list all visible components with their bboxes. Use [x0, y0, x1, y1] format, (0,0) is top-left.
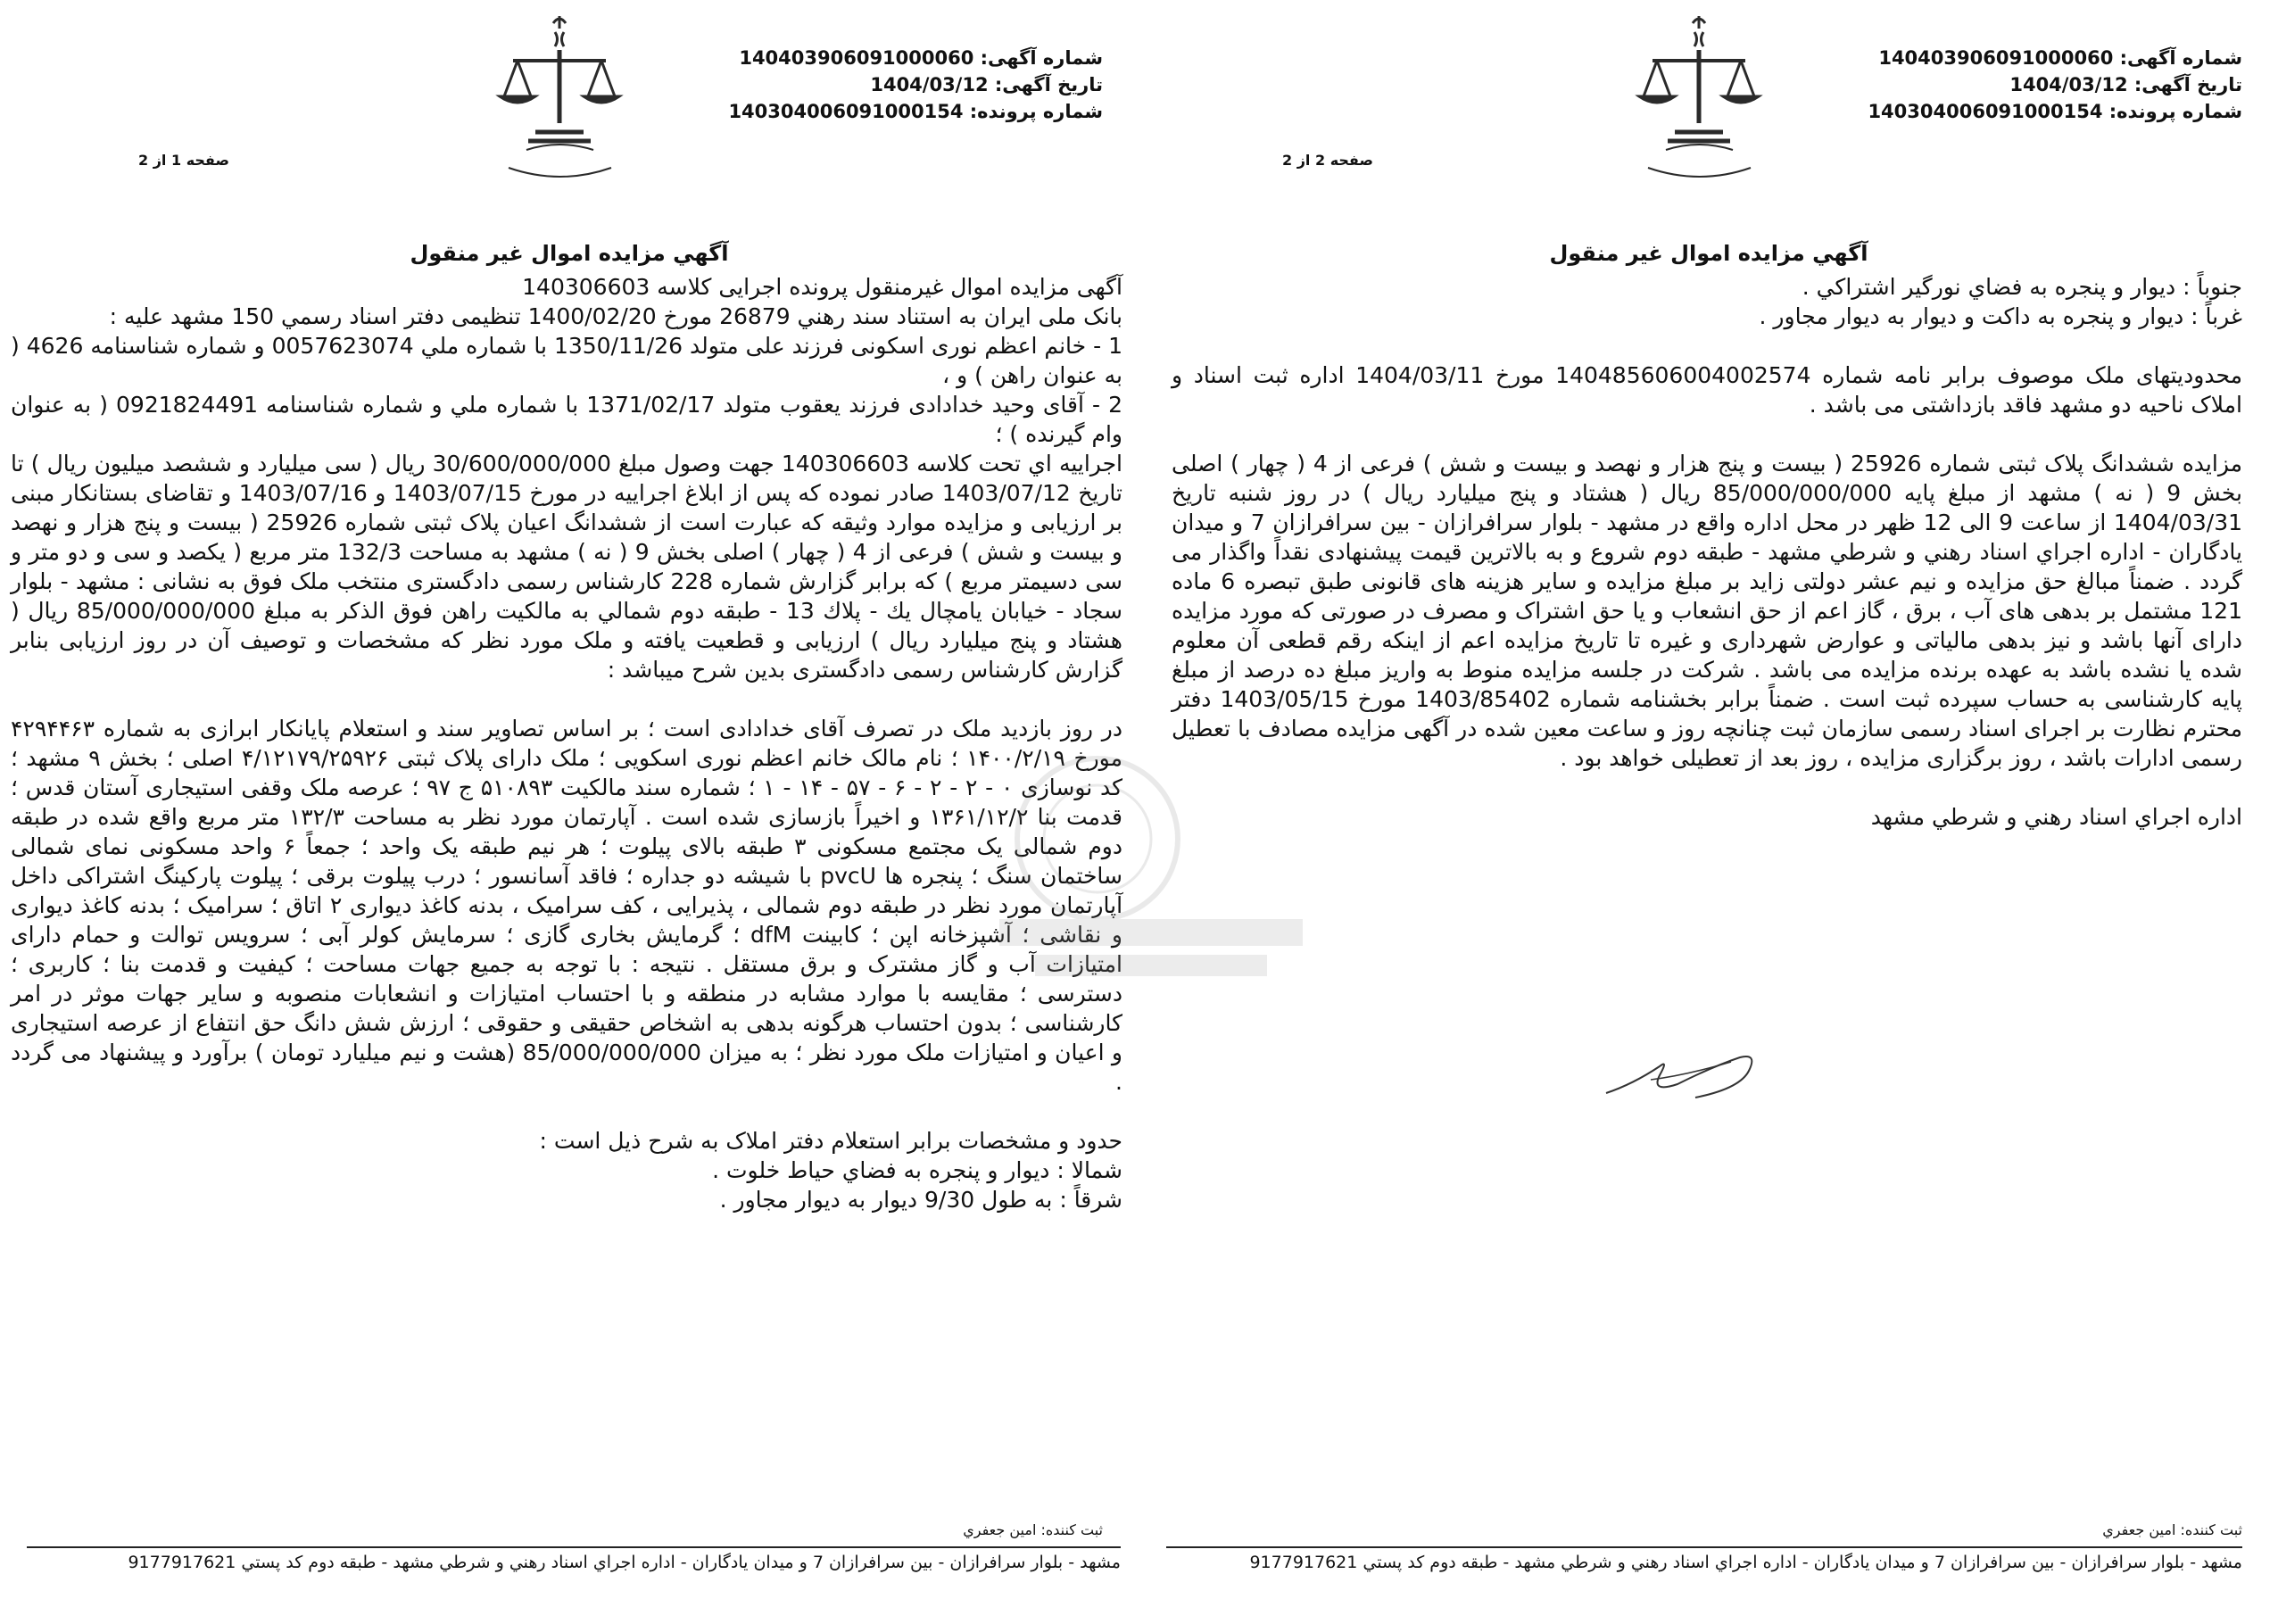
- header-info: [728, 45, 1103, 125]
- file-number: شماره پرونده: 140304006091000154: [728, 101, 1103, 122]
- handwritten-signature-icon: [1597, 1040, 1793, 1111]
- paragraph: 1 - خانم اعظم نوری اسکونی فرزند علی متولد 1350/11/26 با شماره ملي 0057623074 و شماره شناسنامه 4626 ( به عنوان راهن ) و ،: [11, 333, 1123, 388]
- paragraph: جنوباً : دیوار و پنجره به فضاي نورگیر اشتراکي .: [1802, 274, 2242, 300]
- paragraph: محدودیتهای ملک موصوف برابر نامه شماره 140485606004002574 مورخ 1404/03/11 اداره ثبت اسناد و املاک ناحیه دو مشهد فاقد بازداشتی می باشد .: [1172, 362, 2242, 418]
- judiciary-emblem-icon: [1621, 7, 1777, 195]
- notice-date: تاریخ آگهی: 1404/03/12: [2009, 74, 2242, 95]
- paragraph: غرباً : دیوار و پنجره به داکت و دیوار به دیوار مجاور .: [1759, 303, 2242, 329]
- notice-title: آگهي مزايده اموال غير منقول: [410, 241, 729, 266]
- paragraph: 2 - آقای وحید خدادادی فرزند یعقوب متولد 1371/02/17 با شماره ملي و شماره شناسنامه 0921824491 ( به عنوان وام گیرنده ) ؛: [11, 392, 1123, 447]
- paragraph: در روز بازدید ملک در تصرف آقای خدادادی است ؛ بر اساس تصاویر سند و استعلام پایانکار ابرازی به شماره ۴۲۹۴۴۶۳ مورخ ۱۴۰۰/۲/۱۹ ؛ نام مالک خانم اعظم نوری اسکویی ؛ ملک دارای پلاک ثبتی ۴/۱۲۱۷۹/۲۵۹۲۶ اصلی ؛ بخش ۹ مشهد ؛ کد نوسازی ۰ - ۲ - ۲ - ۶ - ۵۷ - ۱۴ - ۱ ؛ شماره سند مالکیت ۵۱۰۸۹۳ ج ۹۷ ؛ عرصه ملک وقفی استیجاری آستان قدس ؛ قدمت بنا ۱۳۶۱/۱۲/۲ و اخیراً بازسازی شده است . آپارتمان مورد نظر به مساحت ۱۳۲/۳ متر مربع واقع شده در طبقه دوم شمالی یک مجتمع مسکونی ۳ طبقه بالای پیلوت ؛ هر نیم طبقه یک واحد ؛ جمعاً ۶ واحد مسکونی نمای شمالی ساختمان سنگ ؛ پنجره ها pvcU با شیشه دو جداره ؛ فاقد آسانسور ؛ درب پیلوت برقی ؛ پیلوت پارکینگ اشتراکی داخل آپارتمان مورد نظر در طبقه دوم شمالی ، پذیرایی ، کف سرامیک ، بدنه کاغذ دیواری ۲ اتاق ؛ سرامیک ؛ بدنه کاغذ دیواری و نقاشی ؛ آشپزخانه اپن ؛ کابینت dfM ؛ گرمایش بخاری گازی ؛ سرمایش کولر آبی ؛ سرویس توالت و حمام دارای امتیازات آب و گاز مشترک و برق مستقل . نتیجه : با توجه به جمیع جهات مساحت ؛ کیفیت و قدمت بنا ؛ کاربری ؛ دسترسی ؛ مقایسه با موارد مشابه در منطقه و با احتساب امتیازات و انشعابات منصوبه و سایر جهات موثر در امر کارشناسی ؛ بدون احتساب هرگونه بدهی به اشخاص حقیقی و حقوقی ؛ ارزش شش دانگ حق انتفاع از عرصه استیجاری و اعیان و امتیازات ملک مورد نظر ؛ به میزان 85/000/000/000 (هشت و نیم میلیارد تومان ) برآورد و پیشنهاد می گردد .: [11, 716, 1123, 1095]
- page-number: صفحه 2 از 2: [1282, 152, 1373, 169]
- registrar: ثبت کننده: امین جعفري: [2102, 1521, 2242, 1538]
- file-number: شماره پرونده: 140304006091000154: [1868, 101, 2242, 122]
- header-info: [1868, 45, 2242, 125]
- paragraph: شرقاً : به طول 9/30 دیوار به دیوار مجاور .: [719, 1187, 1122, 1213]
- notice-title: آگهي مزايده اموال غير منقول: [1549, 241, 1868, 266]
- paragraph: مزایده ششدانگ پلاک ثبتی شماره 25926 ( بیست و پنج هزار و نهصد و بیست و شش ) فرعی از 4 ( چهار ) اصلی بخش 9 ( نه ) مشهد از مبلغ پایه 85/000/000/000 ریال ( هشتاد و پنج میلیارد ریال ) در روز شنبه تاریخ 1404/03/31 از ساعت 9 الی 12 ظهر در محل اداره واقع در مشهد - بلوار سرافرازان - بین سرافرازان 7 و میدان یادگاران - اداره اجراي اسناد رهني و شرطي مشهد - طبقه دوم شروع و به بالاترین قیمت پیشنهادی نقداً واگذار می گردد . ضمناً مبالغ حق مزایده و نیم عشر دولتی زاید بر مبلغ مزایده و سایر هزینه های قانونی طبق تبصره 6 ماده 121 مشتمل بر بدهی های آب ، برق ، گاز اعم از حق انشعاب و یا حق اشتراک و مصرف در صورتی که مورد مزایده دارای آنها باشد و نیز بدهی مالیاتی و عوارض شهرداری و غیره تا تاریخ مزایده اعم از اینکه رقم قطعی آن معلوم شده یا نشده باشد به عهده برنده مزایده می باشد . شرکت در جلسه مزایده منوط به واریز مبلغ ده درصد از مبلغ پایه کارشناسی به حساب سپرده ثبت است . ضمناً برابر بخشنامه شماره 1403/85402 مورخ 1403/05/15 دفتر محترم نظارت بر اجرای اسناد رسمی سازمان ثبت چنانچه روز و ساعت معین شده در آگهی مزایده مصادف با تعطیل رسمی ادارات باشد ، روز برگزاری مزایده ، روز بعد از تعطیلی خواهد بود .: [1172, 451, 2243, 771]
- paragraph: آگهی مزایده اموال غیرمنقول پرونده اجرایی کلاسه 140306603: [522, 274, 1122, 300]
- notice-number: شماره آگهی: 140403906091000060: [1878, 47, 2242, 69]
- notice-date: تاریخ آگهی: 1404/03/12: [870, 74, 1103, 95]
- footer-address: مشهد - بلوار سرافرازان - بين سرافرازان 7 و ميدان يادگاران - اداره اجراي اسناد رهني و شرطي مشهد - طبقه دوم کد پستي 9177917621: [128, 1553, 1121, 1572]
- page-number: صفحه 1 از 2: [138, 152, 229, 169]
- footer-divider: [1166, 1546, 2242, 1548]
- footer-divider: [27, 1546, 1121, 1548]
- paragraph: بانک ملی ایران به استناد سند رهني 26879 مورخ 1400/02/20 تنظیمی دفتر اسناد رسمي 150 مشهد علیه :: [109, 303, 1122, 329]
- paragraph: اداره اجراي اسناد رهني و شرطي مشهد: [1870, 804, 2242, 830]
- footer-address: مشهد - بلوار سرافرازان - بين سرافرازان 7 و ميدان يادگاران - اداره اجراي اسناد رهني و شرطي مشهد - طبقه دوم کد پستي 9177917621: [1249, 1553, 2242, 1572]
- notice-number: شماره آگهی: 140403906091000060: [739, 47, 1103, 69]
- paragraph: شمالا : دیوار و پنجره به فضاي حیاط خلوت .: [712, 1157, 1122, 1183]
- watermark-stamp-icon: [964, 741, 1321, 990]
- paragraph: حدود و مشخصات برابر استعلام دفتر املاک به شرح ذیل است :: [539, 1128, 1122, 1154]
- registrar: ثبت کننده: امین جعفري: [963, 1521, 1103, 1538]
- judiciary-emblem-icon: [482, 7, 638, 195]
- paragraph: اجرایيه اي تحت کلاسه 140306603 جهت وصول مبلغ 30/600/000/000 ریال ( سی میلیارد و ششصد میلیون ریال ) تا تاریخ 1403/07/12 صادر نموده که پس از ابلاغ اجراییه در مورخ 1403/07/15 و 1403/07/16 و تقاضای بستانکار مبنی بر ارزیابی و مزایده موارد وثیقه که عبارت است از ششدانگ اعیان پلاک ثبتی شماره 25926 ( بیست و پنج هزار و نهصد و بیست و شش ) فرعی از 4 ( چهار ) اصلی بخش 9 ( نه ) مشهد به مساحت 132/3 متر مربع ( یکصد و سی و دو متر و سی دسیمتر مربع ) که برابر گزارش شماره 228 کارشناس رسمی دادگستری منتخب ملک فوق به نشانی : مشهد - بلوار سجاد - خیابان یامچال یك - پلاك 13 - طبقه دوم شمالي به مالکیت راهن فوق الذکر به مبلغ 85/000/000/000 ریال ( هشتاد و پنج میلیارد ریال ) ارزیابی و قطعیت یافته و ملک مورد نظر که مشخصات و توصیف آن در روز ارزیابی بنابر گزارش کارشناس رسمی دادگستری بدین شرح میباشد :: [11, 451, 1122, 683]
- notice-body: [1172, 272, 2242, 832]
- notice-body: [11, 272, 1122, 1214]
